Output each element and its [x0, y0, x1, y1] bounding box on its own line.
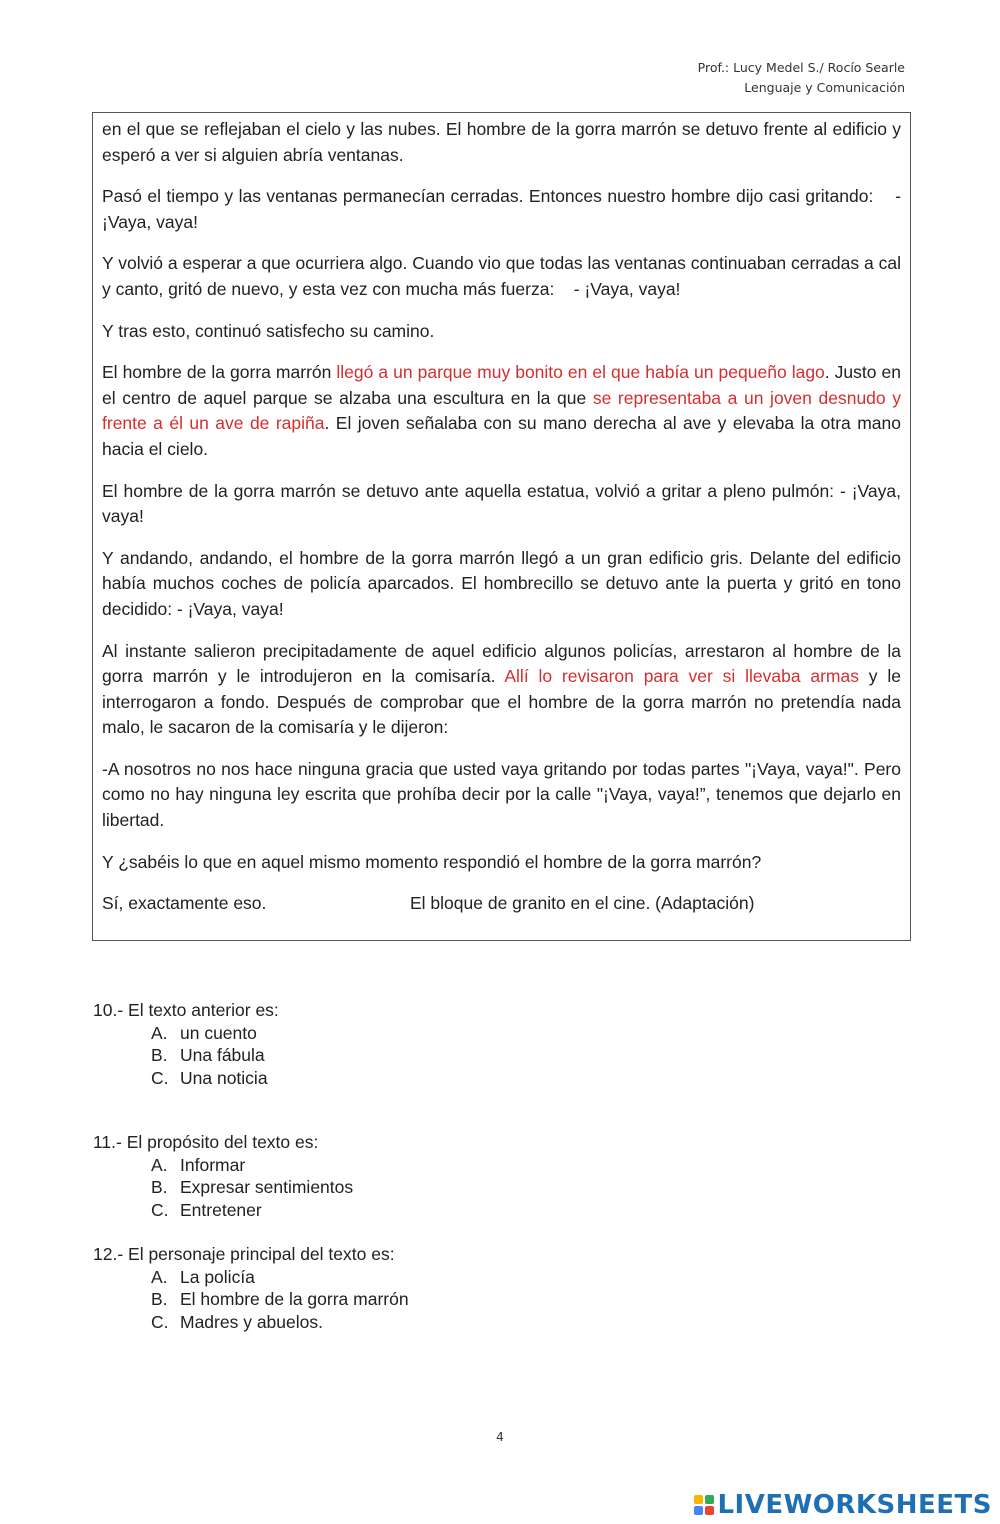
- answer-option[interactable]: [151, 1311, 409, 1334]
- option-letter: A.: [151, 1266, 168, 1287]
- story-text: Al instante salieron precipitadamente de aquel edificio algunos policías, arrestaron al hombre de la gorra marrón y le introdujeron en la comisaría.: [102, 640, 901, 687]
- page-header: [698, 58, 905, 98]
- answer-options: [93, 1266, 409, 1334]
- story-text: El hombre de la gorra marrón: [102, 362, 337, 383]
- answer-option[interactable]: [151, 1199, 353, 1222]
- question-10: [93, 999, 279, 1089]
- option-text: Madres y abuelos.: [180, 1311, 323, 1332]
- option-letter: B.: [151, 1045, 168, 1065]
- answer-option[interactable]: [151, 1288, 409, 1311]
- option-text: Expresar sentimientos: [180, 1177, 354, 1197]
- story-paragraph: El hombre de la gorra marrón se detuvo ante aquella estatua, volvió a gritar a pleno pulmón: - ¡Vaya, vaya!: [102, 480, 901, 527]
- header-subject: Lenguaje y Comunicación: [744, 80, 905, 95]
- answer-option[interactable]: [151, 1022, 279, 1045]
- answer-options: [93, 1154, 353, 1222]
- answer-options: [93, 1022, 279, 1090]
- option-letter: A.: [151, 1154, 168, 1175]
- logo-text: LIVEWORKSHEETS: [717, 1490, 992, 1520]
- answer-option[interactable]: [151, 1154, 353, 1177]
- story-text: . Justo en el centro de aquel parque se alzaba una escultura en la que: [102, 362, 901, 408]
- liveworksheets-logo[interactable]: [694, 1490, 992, 1520]
- highlighted-text: Allí lo revisaron para ver si llevaba armas: [504, 666, 859, 687]
- option-letter: A.: [151, 1022, 168, 1043]
- story-paragraph: [102, 251, 906, 302]
- story-ending-text: Sí, exactamente eso.: [102, 893, 267, 914]
- highlighted-text: llegó a un parque muy bonito en el que había un pequeño lago: [336, 362, 825, 383]
- story-text: y le interrogaron a fondo. Después de comprobar que el hombre de la gorra marrón no pretendía nada malo, le sacaron de la comisaría y le dijeron:: [102, 666, 901, 738]
- option-text: un cuento: [180, 1022, 257, 1043]
- question-11: [93, 1131, 353, 1221]
- option-letter: C.: [151, 1311, 169, 1332]
- answer-option[interactable]: [151, 1176, 353, 1199]
- highlighted-text: se representaba a un joven desnudo y frente a él un ave de rapiña: [102, 387, 901, 434]
- answer-option[interactable]: [151, 1266, 409, 1289]
- story-paragraph: Y ¿sabéis lo que en aquel mismo momento respondió el hombre de la gorra marrón?: [102, 851, 762, 872]
- page-number: 4: [496, 1430, 504, 1444]
- story-paragraph: [102, 757, 921, 834]
- story-text-box: [92, 112, 921, 941]
- story-text: . El joven señalaba con su mano derecha al ave y elevaba la otra mano hacia el cielo.: [102, 413, 901, 459]
- story-paragraph-text: Y volvió a esperar a que ocurriera algo. Cuando vio que todas las ventanas continuaban cerradas a cal y canto, gritó de nuevo, y esta vez con mucha más fuerza: - ¡Vaya, vaya!: [102, 253, 906, 299]
- story-source: El bloque de granito en el cine. (Adaptación): [410, 893, 755, 914]
- story-paragraph: [102, 184, 906, 235]
- option-text: Entretener: [180, 1199, 262, 1220]
- option-letter: C.: [151, 1067, 169, 1088]
- option-text: Una noticia: [180, 1067, 268, 1088]
- question-12: [93, 1243, 409, 1333]
- story-paragraph: [102, 360, 901, 462]
- story-paragraph: Y andando, andando, el hombre de la gorra marrón llegó a un gran edificio gris. Delante del edificio había muchos coches de policía aparcados. El hombrecillo se detuvo ante la puerta y gritó en tono decidido: - ¡Vaya, vaya!: [102, 547, 901, 619]
- option-text: Informar: [180, 1154, 246, 1175]
- option-letter: B.: [151, 1177, 168, 1197]
- answer-option[interactable]: [151, 1067, 279, 1090]
- answer-option[interactable]: [151, 1044, 279, 1067]
- story-paragraph: en el que se reflejaban el cielo y las nubes. El hombre de la gorra marrón se detuvo frente al edificio y esperó a ver si alguien abría ventanas.: [102, 119, 901, 165]
- option-text: Una fábula: [180, 1045, 265, 1065]
- story-ending: [102, 891, 901, 917]
- option-letter: C.: [151, 1199, 169, 1220]
- header-teachers: Prof.: Lucy Medel S./ Rocío Searle: [697, 60, 905, 75]
- logo-grid-icon: [694, 1495, 714, 1515]
- story-paragraph-text: -A nosotros no nos hace ninguna gracia que usted vaya gritando por todas partes "¡Vaya, vaya!". Pero como no hay ninguna ley escrita que prohíba decir por la calle "¡Vaya, vaya!”, tenemos que dejarlo en libertad.: [102, 758, 921, 831]
- option-letter: B.: [151, 1289, 168, 1309]
- option-text: La policía: [180, 1266, 255, 1287]
- question-title: 10.- El texto anterior es:: [93, 1000, 279, 1020]
- story-paragraph-text: Pasó el tiempo y las ventanas permanecían cerradas. Entonces nuestro hombre dijo casi gritando: - ¡Vaya, vaya!: [102, 186, 906, 232]
- story-paragraph: [102, 639, 901, 741]
- option-text: El hombre de la gorra marrón: [180, 1289, 409, 1309]
- story-paragraph: Y tras esto, continuó satisfecho su camino.: [102, 320, 435, 341]
- question-title: 12.- El personaje principal del texto es:: [93, 1244, 395, 1264]
- question-title: 11.- El propósito del texto es:: [93, 1132, 319, 1152]
